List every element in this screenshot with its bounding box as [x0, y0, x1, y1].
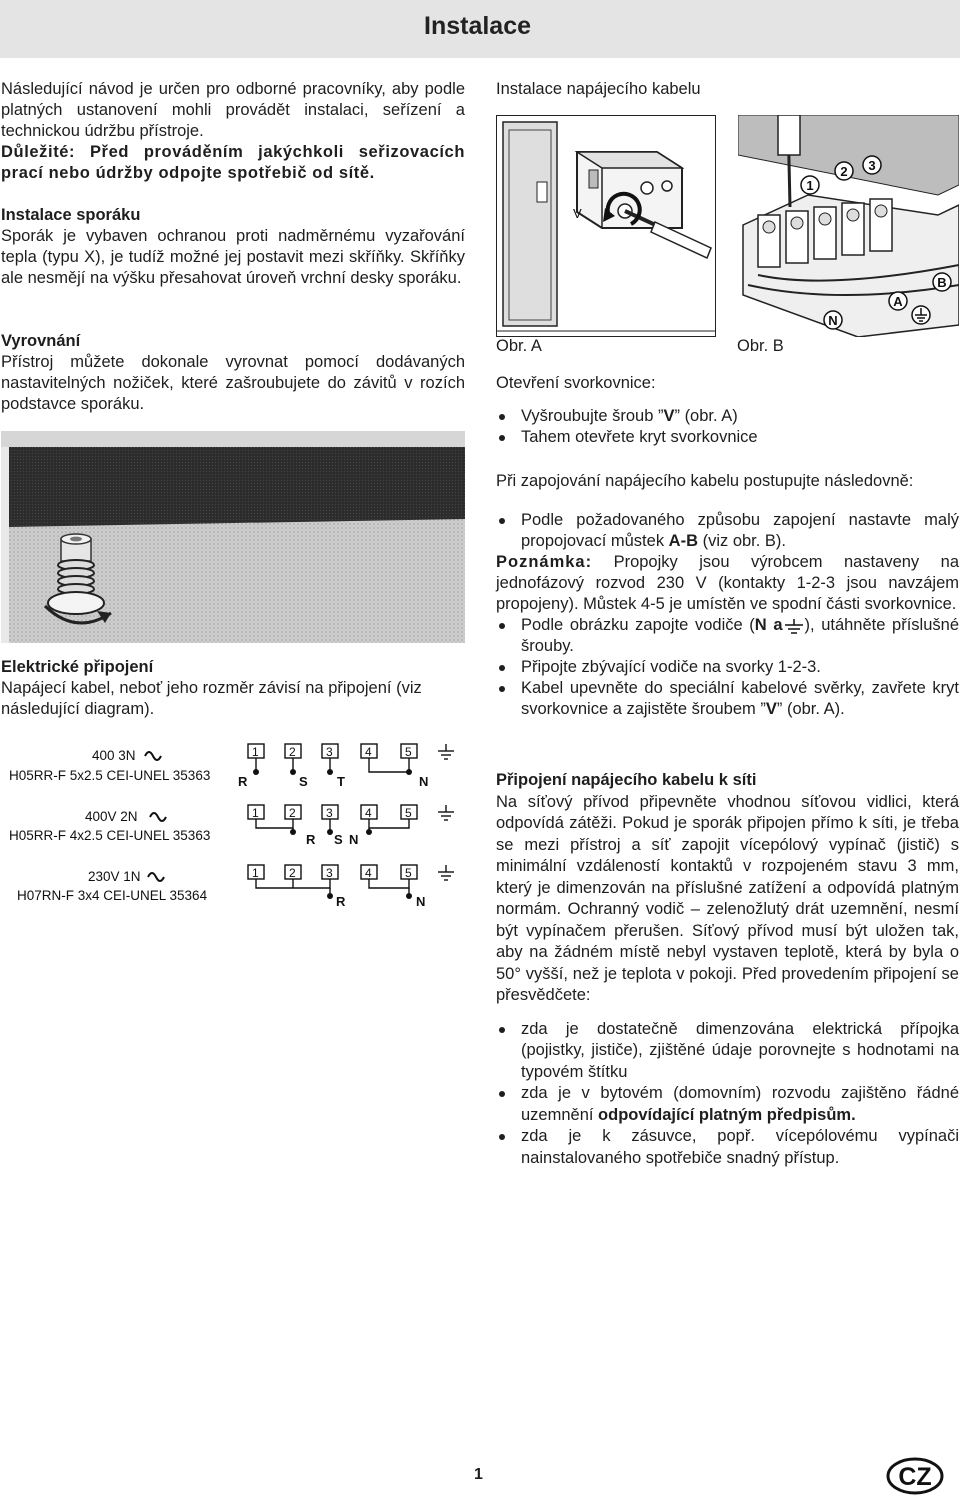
- sit-title: Připojení napájecího kabelu k síti: [496, 771, 757, 789]
- intro-text: Následující návod je určen pro odborné pracovníky, aby podle platných ustanovení mohli provádět instalaci, seřízení a technickou údržbu přístroje.: [1, 80, 465, 140]
- terminal-1: 1: [252, 866, 259, 880]
- ac-symbol-icon: [145, 752, 161, 760]
- wiring-diagram-svg: [0, 736, 465, 916]
- language-code: CZ: [898, 1463, 932, 1491]
- terminal-5: 5: [405, 866, 412, 880]
- terminal-2: 2: [289, 745, 296, 759]
- elektricke-text: Napájecí kabel, neboť jeho rozměr závisí na připojení (viz následující diagram).: [1, 679, 422, 718]
- list-item: Podle obrázku zapojte vodiče (N a ), utáhněte příslušné šrouby.: [496, 615, 959, 657]
- figure-b-image: [738, 115, 959, 337]
- leveling-foot-image: [1, 431, 465, 643]
- terminal-3: 3: [326, 745, 333, 759]
- terminal-2: 2: [289, 806, 296, 820]
- terminal-4: 4: [365, 806, 372, 820]
- wiring-row-3-cable: H07RN-F 3x4 CEI-UNEL 35364: [17, 888, 208, 903]
- zapojeni-list-a: [496, 510, 959, 552]
- vyrovnani-text: Přístroj můžete dokonale vyrovnat pomocí dodávaných nastavitelných nožiček, které zašroubujete do závitů v rozích podstavce sporáku.: [1, 353, 465, 413]
- language-badge: [886, 1456, 944, 1496]
- poznamka-label: Poznámka:: [496, 553, 593, 571]
- list-item: Kabel upevněte do speciální kabelové svěrky, zavřete kryt svorkovnice a zajistěte šroubem ”V” (obr. A).: [496, 678, 959, 720]
- zapojovani-text: [496, 471, 959, 492]
- cable-title: Instalace napájecího kabelu: [496, 80, 701, 98]
- page-title: Instalace: [424, 12, 532, 40]
- page-number: 1: [474, 1466, 483, 1483]
- page-header: [0, 0, 960, 58]
- wiring-row-1-cable-text: H05RR-F 5x2.5 CEI-UNEL 35363: [9, 768, 211, 783]
- wire-r-3: R: [336, 894, 346, 909]
- sit-list: [496, 1019, 959, 1170]
- label-v: V: [573, 206, 582, 221]
- wiring-row-2-cable: H05RR-F 4x2.5 CEI-UNEL 35363: [9, 828, 211, 843]
- vyrovnani-title: Vyrovnání: [1, 332, 81, 350]
- cable-section-title: [496, 79, 959, 100]
- wiring-row-2-voltage: 400V 2N: [85, 809, 138, 824]
- sporak-text: Sporák je vybaven ochranou proti nadměrnému vyzařování tepla (typu X), je tudíž možné jej postavit mezi skříňky. Skříňky ale nesmějí na výšku přesahovat úroveň vrchní desky sporáku.: [1, 227, 465, 287]
- terminal-2: 2: [289, 866, 296, 880]
- terminal-4: 4: [365, 745, 372, 759]
- wire-t-1: T: [337, 774, 345, 789]
- label-2: 2: [840, 164, 848, 179]
- list-item: zda je k zásuvce, popř. vícepólovému vypínači nainstalovaného spotřebiče snadný přístup.: [496, 1126, 959, 1169]
- label-3: 3: [868, 158, 876, 173]
- label-a: A: [893, 294, 903, 309]
- figure-b-caption: Obr. B: [737, 337, 784, 355]
- wiring-row-2: [9, 805, 454, 847]
- ground-icon: [783, 619, 805, 633]
- wiring-row-3: [17, 865, 454, 909]
- otevreni-list: [496, 406, 959, 448]
- wire-n-3: N: [416, 894, 426, 909]
- wire-r-1: R: [238, 774, 248, 789]
- wire-s-2: S: [334, 832, 343, 847]
- elektricke-title: Elektrické připojení: [1, 658, 154, 676]
- poznamka-paragraph: [496, 552, 959, 615]
- ground-icon: [912, 306, 930, 324]
- important-note: Důležité: Před prováděním jakýchkoli seřizovacích prací nebo údržby odpojte spotřebič od sítě.: [1, 143, 465, 182]
- ac-symbol-icon: [148, 873, 164, 881]
- wire-n-2: N: [349, 832, 359, 847]
- zapojeni-list-b: [496, 615, 959, 720]
- poznamka-text: Propojky jsou výrobcem nastaveny na jednofázový rozvod 230 V (kontakty 1-2-3 jsou navzájem propojeny). Můstek 4-5 je umístěn ve spodní části svorkovnice.: [496, 553, 959, 613]
- terminal-5: 5: [405, 806, 412, 820]
- label-1: 1: [806, 178, 814, 193]
- wire-s-1: S: [299, 774, 308, 789]
- sporak-title: Instalace sporáku: [1, 206, 141, 224]
- zapojovani-paragraph: Při zapojování napájecího kabelu postupujte následovně:: [496, 472, 914, 490]
- terminal-5: 5: [405, 745, 412, 759]
- wire-r-2: R: [306, 832, 316, 847]
- wiring-row-1-voltage: 400 3N: [92, 748, 136, 763]
- otevreni-label: Otevření svorkovnice:: [496, 374, 656, 392]
- terminal-4: 4: [365, 866, 372, 880]
- terminal-connections-illustration: [738, 115, 959, 337]
- terminal-3: 3: [326, 866, 333, 880]
- list-item: Vyšroubujte šroub ”V” (obr. A): [496, 406, 959, 427]
- wiring-row-1: [9, 744, 454, 789]
- ac-symbol-icon: [150, 813, 166, 821]
- zapojeni-steps: [496, 510, 959, 720]
- list-item: Připojte zbývající vodiče na svorky 1-2-3.: [496, 657, 959, 678]
- terminal-box-screw-illustration: [497, 116, 715, 336]
- sit-section: [496, 770, 959, 1169]
- wire-n-1: N: [419, 774, 429, 789]
- wiring-row-3-voltage: 230V 1N: [88, 869, 141, 884]
- sporak-section: [1, 205, 465, 289]
- figure-a-image: [496, 115, 716, 337]
- label-b: B: [937, 275, 947, 290]
- otevreni-section: [496, 373, 959, 448]
- terminal-1: 1: [252, 745, 259, 759]
- figure-a-caption: Obr. A: [496, 337, 542, 355]
- intro-block: [1, 79, 465, 184]
- terminal-1: 1: [252, 806, 259, 820]
- wiring-diagram: [0, 736, 465, 916]
- list-item: zda je dostatečně dimenzována elektrická přípojka (pojistky, jističe), zjištěné údaje porovnejte s hodnotami na typovém štítku: [496, 1019, 959, 1084]
- elektricke-section: [1, 657, 465, 720]
- vyrovnani-section: [1, 331, 465, 415]
- list-item: Tahem otevřete kryt svorkovnice: [496, 427, 959, 448]
- terminal-3: 3: [326, 806, 333, 820]
- sit-text: Na síťový přívod připevněte vhodnou síťovou vidlici, která odpovídá zátěži. Pokud je sporák připojen přímo k síti, je třeba se mezi přístroj a síť zapojit vícepólový vypínač (jistič) s minimální vzdáleností kontaktů v rozpojeném stavu 3 mm, který je dimenzován na příslušné zatížení a odpovídá platným normám. Ochranný vodič – zelenožlutý drát uzemnění, nesmí být vypínačem přerušen. Síťový přívod musí být uložen tak, aby na žádném místě nebyl vystaven teplotě, která by byla o 50° vyšší, než je teplota v pokoji. Před provedením připojení se přesvědčete:: [496, 792, 959, 1004]
- list-item: zda je v bytovém (domovním) rozvodu zajištěno řádné uzemnění odpovídající platným předpisům.: [496, 1083, 959, 1126]
- list-item: Podle požadovaného způsobu zapojení nastavte malý propojovací můstek A-B (viz obr. B).: [496, 510, 959, 552]
- label-n: N: [828, 313, 838, 328]
- leveling-foot-illustration: [1, 431, 465, 643]
